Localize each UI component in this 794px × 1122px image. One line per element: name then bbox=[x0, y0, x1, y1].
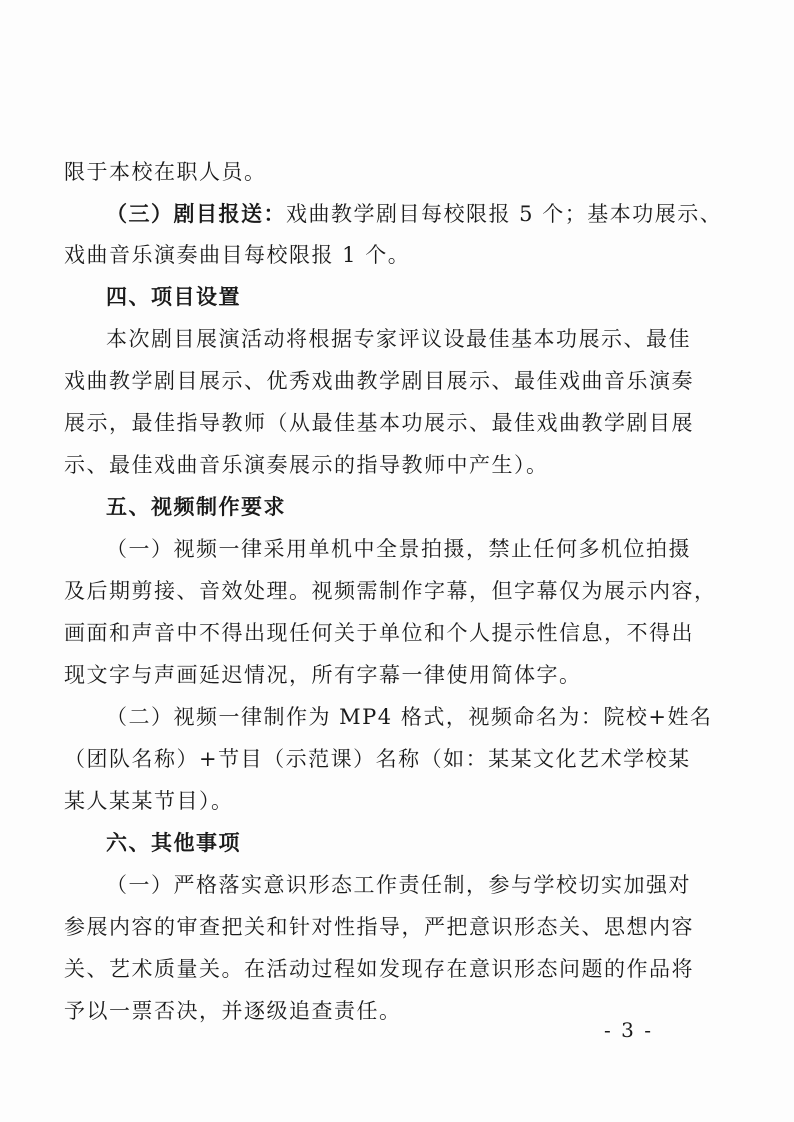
text-line: 关、艺术质量关。在活动过程如发现存在意识形态问题的作品将 bbox=[64, 957, 694, 981]
text-line: 本次剧目展演活动将根据专家评议设最佳基本功展示、最佳 bbox=[106, 327, 691, 351]
text-line: （二）视频一律制作为 MP4 格式，视频命名为：院校+姓名 bbox=[106, 705, 713, 729]
subheading-text: 戏曲教学剧目每校限报 5 个；基本功展示、 bbox=[286, 202, 723, 226]
text-line: 及后期剪接、音效处理。视频需制作字幕，但字幕仅为展示内容， bbox=[64, 579, 717, 603]
text-line: 某人某某节目）。 bbox=[64, 789, 234, 813]
page-number: - 3 - bbox=[604, 1018, 653, 1042]
text-line: （一）视频一律采用单机中全景拍摄，禁止任何多机位拍摄 bbox=[106, 537, 691, 561]
section-heading: 四、项目设置 bbox=[106, 285, 241, 309]
text-line-subheading bbox=[106, 199, 722, 229]
text-line: 示、最佳戏曲音乐演奏展示的指导教师中产生）。 bbox=[64, 453, 549, 477]
text-line: 戏曲音乐演奏曲目每校限报 1 个。 bbox=[64, 243, 411, 267]
text-line: 现文字与声画延迟情况，所有字幕一律使用简体字。 bbox=[64, 663, 582, 687]
text-line: 参展内容的审查把关和针对性指导，严把意识形态关、思想内容 bbox=[64, 915, 694, 939]
text-line: 画面和声音中不得出现任何关于单位和个人提示性信息，不得出 bbox=[64, 621, 694, 645]
text-line: 限于本校在职人员。 bbox=[64, 160, 267, 184]
text-line: 展示，最佳指导教师（从最佳基本功展示、最佳戏曲教学剧目展 bbox=[64, 411, 694, 435]
text-line: 予以一票否决，并逐级追查责任。 bbox=[64, 999, 402, 1023]
section-heading: 五、视频制作要求 bbox=[106, 495, 286, 519]
text-line: （团队名称）+节目（示范课）名称（如：某某文化艺术学校某 bbox=[64, 747, 691, 771]
section-heading: 六、其他事项 bbox=[106, 831, 241, 855]
text-line: 戏曲教学剧目展示、优秀戏曲教学剧目展示、最佳戏曲音乐演奏 bbox=[64, 369, 694, 393]
text-line: （一）严格落实意识形态工作责任制，参与学校切实加强对 bbox=[106, 873, 691, 897]
subheading-label: （三）剧目报送： bbox=[106, 202, 286, 226]
